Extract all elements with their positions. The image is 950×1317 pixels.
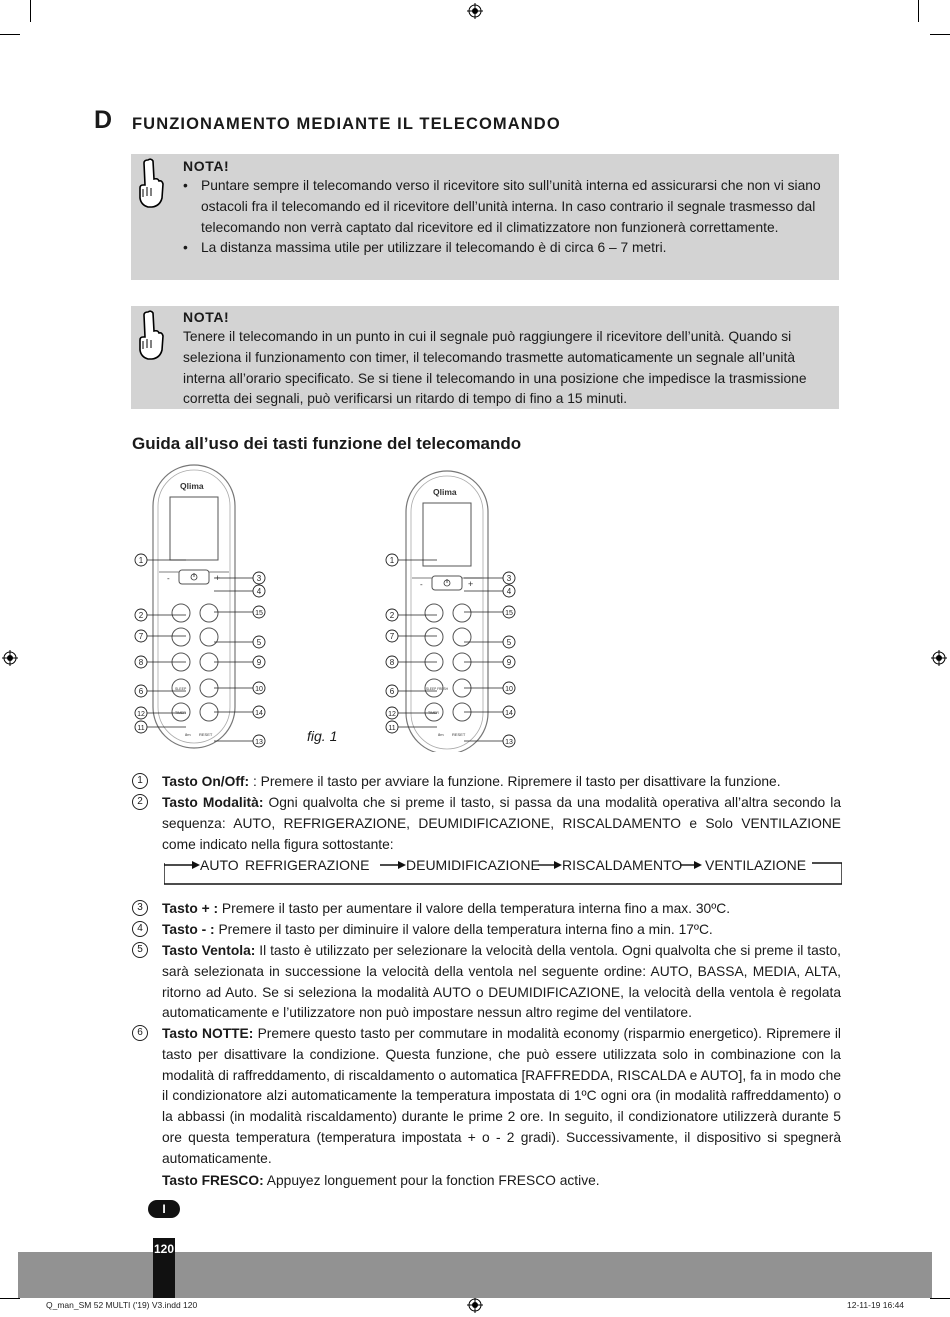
callout-number: 4 [256,587,262,596]
section-title: FUNZIONAMENTO MEDIANTE IL TELECOMANDO [132,115,561,133]
item-number: 5 [132,942,148,958]
crop-mark [918,0,919,22]
callout-number: 7 [138,632,144,641]
flow-step: AUTO [200,857,239,873]
remote-control-right [406,471,488,752]
remote-brand: Qlima [180,481,204,491]
callout-number: 1 [389,556,395,565]
registration-mark-icon [467,1297,483,1313]
note-bullet: • La distanza massima utile per utilizzare il telecomando è di circa 6 – 7 metri. [183,238,835,259]
callout-number: 5 [256,638,262,647]
item-number: 4 [132,921,148,937]
function-item [132,899,841,920]
callout-number: 10 [505,686,513,693]
item-text: Appuyez longuement pour la fonction FRESCO active. [263,1173,600,1188]
callout-number: 10 [255,686,263,693]
note-box [131,154,839,280]
item-text: Premere il tasto per aumentare il valore della temperatura interna fino a max. 30ºC. [218,901,731,916]
remote-brand: Qlima [433,487,457,497]
callout-number: 4 [506,587,512,596]
item-number: 1 [132,773,148,789]
callout-number: 5 [506,638,512,647]
note-text: Tenere il telecomando in un punto in cui il segnale può raggiungere il ricevitore dell’unità. Quando si seleziona il funzionamento con timer, il telecomando trasmette automaticamente un segnale all’unità interna all’orario specificato. Se si tiene il telecomando in una posizione che impedisce la trasmissione corretta dei segnali, può verificarsi un ritardo di tempo di fino a 15 minuti. [183,329,807,407]
callout-number: 11 [388,725,396,732]
callout-number: 12 [137,711,145,718]
note-bullet: • Puntare sempre il telecomando verso il ricevitore sito sull’unità interna ed assicurarsi che non vi siano ostacoli fra il telecomando ed il ricevitore dell’unità interna. In caso contrario il segnale trasmesso dal telecomando non verrà captato dal ricevitore ed il climatizzatore non funzionerà correttamente. [183,176,835,238]
remote-control-figure [128,462,528,752]
minus-label: - [167,574,170,583]
callout-number: 15 [505,610,513,617]
crop-mark [0,1298,20,1299]
item-label: Tasto On/Off: [162,774,250,789]
item-text: : Premere il tasto per avviare la funzione. Ripremere il tasto per disattivare la funzione. [249,774,781,789]
item-label: Tasto NOTTE: [162,1026,254,1041]
bottom-label: RESET [452,732,466,737]
registration-mark-icon [931,650,947,666]
item-text: Premere il tasto per diminuire il valore della temperatura interna fino a min. 17ºC. [214,922,713,937]
note-title: NOTA! [183,158,230,174]
plus-label: + [215,573,221,583]
callout-number: 15 [255,610,263,617]
item-label: Tasto Modalità: [162,795,264,810]
sleep-fresh-label: SLEEP FRESH [426,687,448,691]
timer-label: TIMER [428,711,439,715]
callout-number: 2 [138,611,144,620]
callout-number: 6 [389,687,395,696]
guide-title: Guida all’uso dei tasti funzione del telecomando [132,434,522,453]
callout-number: 13 [255,739,263,746]
callout-number: 8 [389,658,395,667]
callout-number: 14 [505,710,513,717]
flow-step: REFRIGERAZIONE [245,857,370,873]
callout-number: 14 [255,710,263,717]
bottom-label: 8m [185,732,191,737]
callout-number: 12 [388,711,396,718]
bottom-label: 8m [438,732,444,737]
slug-left: Q_man_SM 52 MULTI ('19) V3.indd 120 [46,1300,198,1310]
flow-step: DEUMIDIFICAZIONE [406,857,540,873]
pointing-hand-icon [138,158,164,214]
function-item [132,920,841,941]
callout-number: 9 [506,658,512,667]
item-label: Tasto + : [162,901,219,916]
figure-caption: fig. 1 [307,728,338,744]
callout-number: 1 [138,556,144,565]
item-text: Ogni qualvolta che si preme il tasto, si passa da una modalità operativa all’altra secondo la sequenza: AUTO, REFRIGERAZIONE, DEUMIDIFICAZIONE, RISCALDAMENTO e Solo VENTILAZIONE come indicato nella figura sottostante: [162,795,842,852]
crop-mark [930,1298,950,1299]
callout-number: 7 [389,632,395,641]
note-box [131,306,839,409]
timer-label: TIMER [175,711,186,715]
pointing-hand-icon [138,310,164,366]
flow-step: RISCALDAMENTO [562,857,683,873]
item-number: 2 [132,794,148,810]
item-text: Premere questo tasto per commutare in modalità economy (risparmio energetico). Ripremere il tasto per disattivare la condizione. Questa funzione, che può essere utilizzata solo in combinazione con la modalità di raffreddamento, di riscaldamento o automatica [RAFFREDDA, RISCALDA e AUTO], fa in modo che il condizionatore alzi automaticamente la temperatura impostata di 1ºC ogni ora (in modalità raffreddamento) o la abbassi (in modalità riscaldamento) durante le prime 2 ore. In seguito, il condizionatore utilizzerà durante 5 ore questa temperatura (temperatura impostata + o - 2 gradi). Successivamente, il dispositivo si spegnerà automaticamente. [162,1026,841,1166]
item-label: Tasto FRESCO: [162,1173,264,1188]
registration-mark-icon [467,3,483,19]
minus-label: - [420,580,423,589]
plus-label: + [468,579,474,589]
remote-control-left [153,465,235,748]
callout-number: 3 [506,574,512,583]
language-badge: I [148,1200,180,1218]
page-number: 120 [153,1238,175,1298]
bottom-label: RESET [199,732,213,737]
sleep-label: SLEEP [175,687,187,691]
callout-number: 8 [138,658,144,667]
crop-mark [930,34,950,35]
callout-number: 13 [505,739,513,746]
callout-number: 2 [389,611,395,620]
crop-mark [30,0,31,22]
item-number: 3 [132,900,148,916]
note-bullets [183,176,835,259]
flow-step: VENTILAZIONE [705,857,807,873]
crop-mark [0,34,20,35]
function-item [132,941,841,1024]
item-text: Il tasto è utilizzato per selezionare la velocità della ventola. Ogni qualvolta che si preme il tasto, sarà selezionata in successione la velocità della ventola nel seguente ordine: AUTO, BASSA, MEDIA, ALTA, ritorno ad Auto. Se si seleziona la modalità AUTO o DEUMIDIFICAZIONE, la velocità della ventola è regolata automaticamente e l’utilizzatore non può impostare nessun altro regime del ventilatore. [162,943,841,1021]
function-item [132,772,841,793]
function-item [132,793,841,855]
fresco-note [132,1171,841,1192]
callout-number: 6 [138,687,144,696]
note-title: NOTA! [183,309,230,325]
item-label: Tasto - : [162,922,215,937]
item-label: Tasto Ventola: [162,943,256,958]
function-item [132,1024,841,1170]
callout-number: 9 [256,658,262,667]
section-letter: D [94,106,113,134]
slug-right: 12-11-19 16:44 [847,1300,905,1310]
callout-number: 3 [256,574,262,583]
registration-mark-icon [2,650,18,666]
item-number: 6 [132,1025,148,1041]
callout-number: 11 [137,725,145,732]
